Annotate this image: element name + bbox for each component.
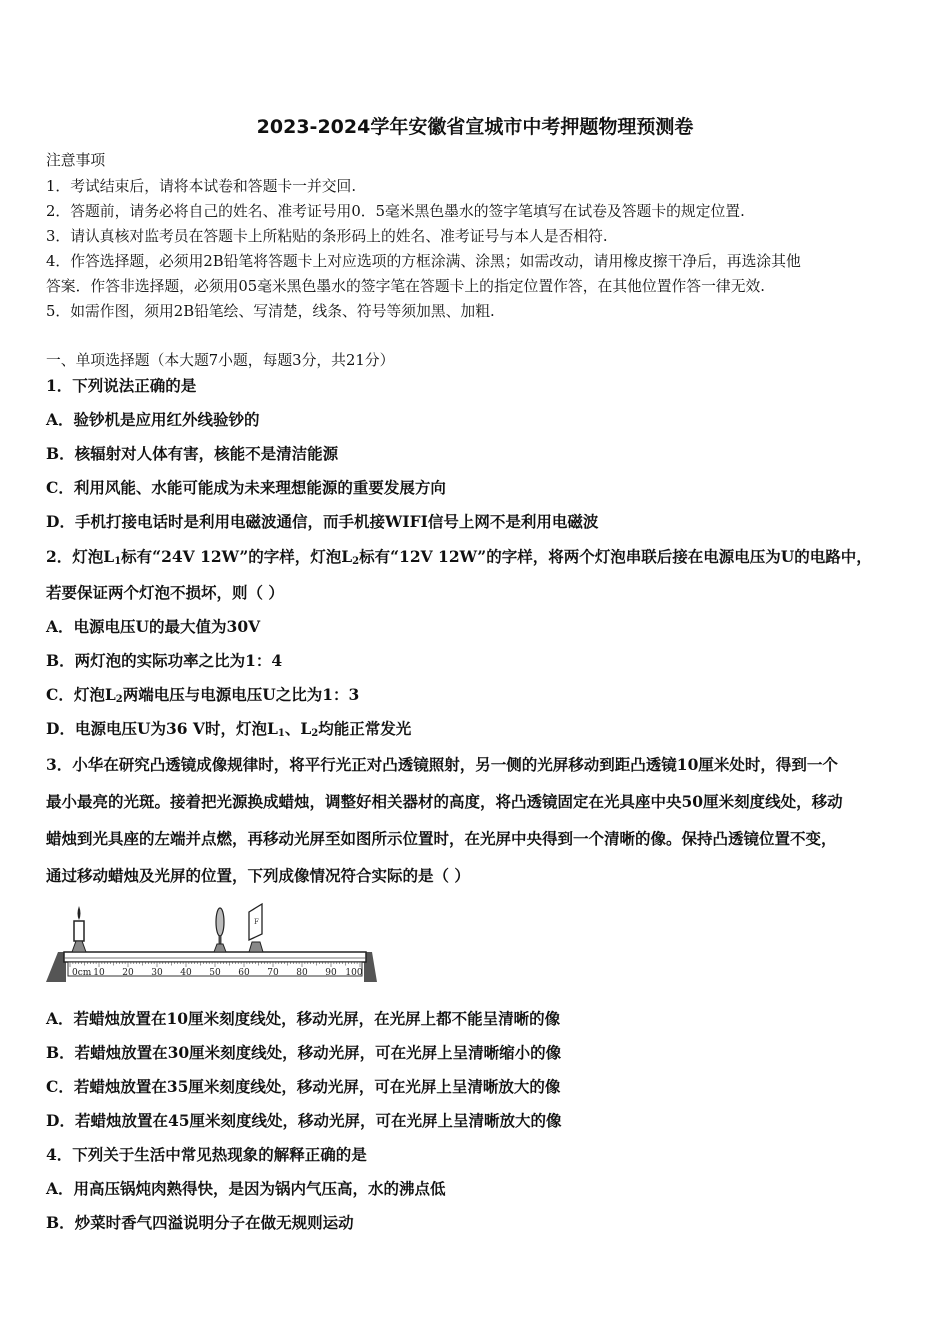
ruler-label: 90	[325, 968, 337, 978]
notice-item: 答案．作答非选择题，必须用05毫米黑色墨水的签字笔在答题卡上的指定位置作答，在其他位置作答一律无效.	[46, 278, 765, 295]
q4-stem: 4．下列关于生活中常见热现象的解释正确的是	[46, 1145, 367, 1164]
q3-option-b: B．若蜡烛放置在30厘米刻度线处，移动光屏，可在光屏上呈清晰缩小的像	[46, 1043, 562, 1062]
q2-option-a: A．电源电压U的最大值为30V	[46, 617, 261, 636]
q3-stem: 3．小华在研究凸透镜成像规律时，将平行光正对凸透镜照射，另一侧的光屏移动到距凸透镜10厘米处时，得到一个	[46, 755, 838, 774]
ruler-label: 100	[345, 968, 363, 978]
ruler-label: 60	[238, 968, 250, 978]
ruler-label: 70	[267, 968, 279, 978]
q3-stem: 蜡烛到光具座的左端并点燃，再移动光屏至如图所示位置时，在光屏中央得到一个清晰的像。保持凸透镜位置不变，	[46, 829, 837, 848]
q4-option-b: B．炒菜时香气四溢说明分子在做无规则运动	[46, 1213, 354, 1232]
light-screen	[249, 904, 263, 952]
bench-rail	[64, 952, 366, 962]
ruler-label: 10	[93, 968, 105, 978]
q2-option-b: B．两灯泡的实际功率之比为1：4	[46, 651, 283, 670]
q2-option-d: D．电源电压U为36 V时，灯泡$L_1$、$L_2$均能正常发光	[46, 719, 412, 739]
q4-option-a: A．用高压锅炖肉熟得快，是因为锅内气压高，水的沸点低	[46, 1179, 446, 1198]
q3-option-a: A．若蜡烛放置在10厘米刻度线处，移动光屏，在光屏上都不能呈清晰的像	[46, 1009, 561, 1028]
ruler-label: 40	[180, 968, 192, 978]
ruler-label: 0cm	[72, 968, 92, 978]
q2-option-c: C．灯泡$L_2$两端电压与电源电压U之比为1：3	[46, 685, 360, 705]
q3-stem: 通过移动蜡烛及光屏的位置，下列成像情况符合实际的是（ ）	[46, 866, 470, 885]
q3-option-c: C．若蜡烛放置在35厘米刻度线处，移动光屏，可在光屏上呈清晰放大的像	[46, 1077, 561, 1096]
q1-stem: 1．下列说法正确的是	[46, 376, 197, 395]
ruler-label: 20	[122, 968, 134, 978]
q3-stem: 最小最亮的光斑。接着把光源换成蜡烛，调整好相关器材的高度，将凸透镜固定在光具座中央50厘米刻度线处，移动	[46, 792, 843, 811]
bench-left-support	[46, 952, 66, 982]
ruler-label: 80	[296, 968, 308, 978]
candle	[72, 906, 86, 952]
q2-stem-continued: 若要保证两个灯泡不损坏，则（ ）	[46, 583, 284, 602]
q1-option-d: D．手机打接电话时是利用电磁波通信，而手机接WIFI信号上网不是利用电磁波	[46, 512, 599, 531]
q1-option-c: C．利用风能、水能可能成为未来理想能源的重要发展方向	[46, 478, 446, 497]
page-title: 2023-2024学年安徽省宣城市中考押题物理预测卷	[256, 116, 694, 138]
q1-option-a: A．验钞机是应用红外线验钞的	[46, 410, 260, 429]
notice-item: 4．作答选择题，必须用2B铅笔将答题卡上对应选项的方框涂满、涂黑；如需改动，请用橡皮擦干净后，再选涂其他	[46, 253, 801, 270]
q1-option-b: B．核辐射对人体有害，核能不是清洁能源	[46, 444, 339, 463]
svg-text:F: F	[254, 918, 259, 926]
ruler-label: 30	[151, 968, 163, 978]
notice-item: 3．请认真核对监考员在答题卡上所粘贴的条形码上的姓名、准考证号与本人是否相符.	[46, 228, 608, 245]
q3-option-d: D．若蜡烛放置在45厘米刻度线处，移动光屏，可在光屏上呈清晰放大的像	[46, 1111, 562, 1130]
convex-lens	[214, 908, 226, 952]
notice-item: 2．答题前，请务必将自己的姓名、准考证号用0．5毫米黑色墨水的签字笔填写在试卷及答题卡的规定位置.	[46, 203, 745, 220]
notice-heading: 注意事项	[46, 152, 106, 169]
notice-item: 1．考试结束后，请将本试卷和答题卡一并交回.	[46, 178, 357, 195]
q2-stem: 2．灯泡$L_1$标有“24V 12W”的字样，灯泡$L_2$标有“12V 12W”的字样，将两个灯泡串联后接在电源电压为U的电路中，	[46, 547, 872, 567]
ruler-label: 50	[209, 968, 221, 978]
optical-bench-figure	[44, 900, 379, 986]
section-heading: 一、单项选择题（本大题7小题，每题3分，共21分）	[46, 352, 395, 369]
notice-item: 5．如需作图，须用2B铅笔绘、写清楚，线条、符号等须加黑、加粗.	[46, 303, 495, 320]
